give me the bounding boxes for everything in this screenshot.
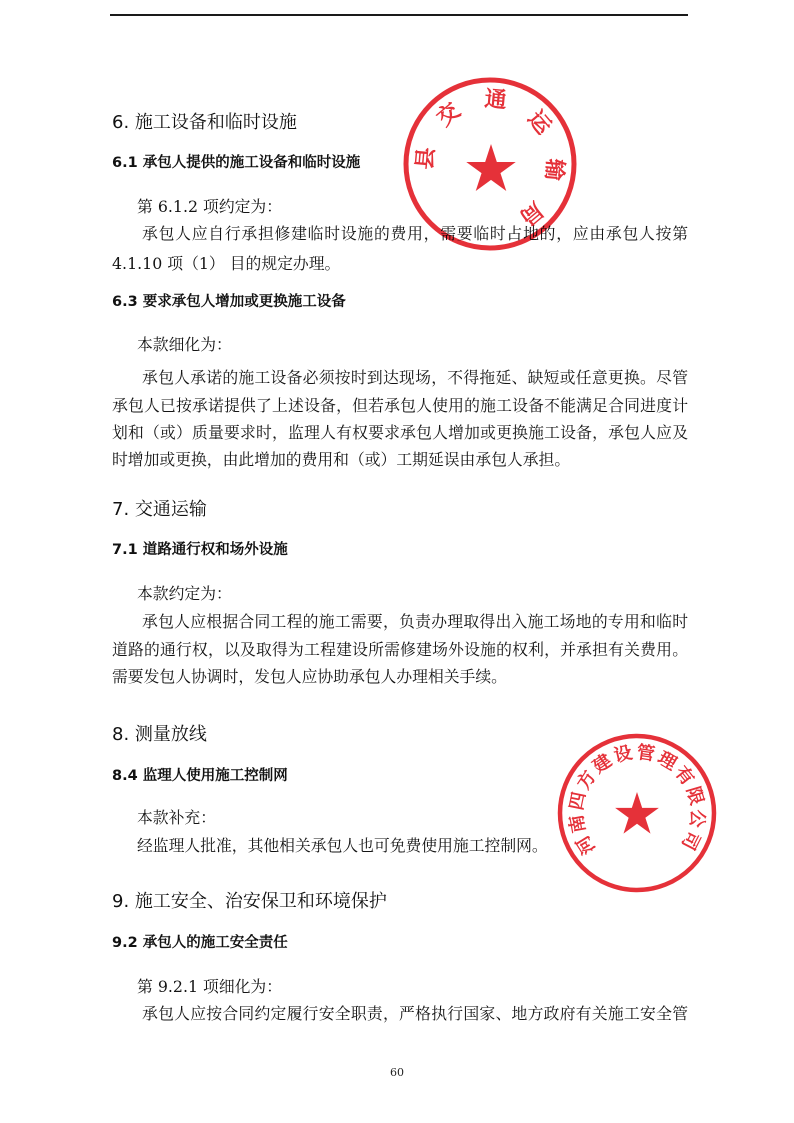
- section-heading: 9. 施工安全、治安保卫和环境保护: [112, 891, 387, 912]
- seal-character: 交: [432, 98, 466, 132]
- seal-character: 理: [654, 747, 681, 775]
- paragraph-line: 承包人已按承诺提供了上述设备，但若承包人使用的施工设备不能满足合同进度计: [112, 396, 688, 415]
- clause-intro: 本款细化为：: [137, 335, 232, 354]
- clause-title: 8.4 监理人使用施工控制网: [112, 768, 288, 784]
- page-number: 60: [390, 1066, 404, 1079]
- paragraph-line: 4.1.10 项（1） 目的规定办理。: [112, 254, 341, 273]
- star-icon: [615, 792, 659, 834]
- clause-title: 6.1 承包人提供的施工设备和临时设施: [112, 155, 361, 171]
- clause-title: 7.1 道路通行权和场外设施: [112, 542, 288, 558]
- seal-character: 公: [685, 808, 709, 829]
- paragraph-line: 承包人应按合同约定履行安全职责，严格执行国家、地方政府有关施工安全管: [142, 1004, 688, 1023]
- seal-transport-bureau: [398, 72, 582, 256]
- seal-character: 管: [635, 741, 657, 766]
- star-icon: [466, 144, 515, 191]
- seal-character: 局: [514, 196, 548, 230]
- clause-intro: 第 9.2.1 项细化为：: [137, 977, 283, 996]
- header-rule: [110, 14, 688, 16]
- seal-character: 通: [483, 86, 508, 114]
- clause-intro: 第 6.1.2 项约定为：: [137, 197, 283, 216]
- clause-title: 6.3 要求承包人增加或更换施工设备: [112, 294, 346, 310]
- seal-character: 限: [681, 784, 708, 808]
- paragraph-line: 承包人承诺的施工设备必须按时到达现场，不得拖延、缺短或任意更换。尽管: [142, 368, 688, 387]
- seal-company: [547, 723, 727, 903]
- seal-character: 方: [573, 766, 601, 794]
- seal-character: 县: [412, 146, 440, 171]
- paragraph-line: 划和（或）质量要求时，监理人有权要求承包人增加或更换施工设备，承包人应及: [112, 423, 688, 442]
- clause-intro: 本款补充：: [137, 808, 216, 827]
- clause-title: 9.2 承包人的施工安全责任: [112, 935, 288, 951]
- seal-character: 建: [589, 750, 616, 778]
- seal-character: 有: [670, 762, 698, 790]
- section-heading: 7. 交通运输: [112, 499, 207, 520]
- section-heading: 8. 测量放线: [112, 724, 207, 745]
- clause-intro: 本款约定为：: [137, 584, 232, 603]
- paragraph-line: 承包人应自行承担修建临时设施的费用，需要临时占地的，应由承包人按第: [142, 224, 688, 243]
- seal-character: 司: [677, 827, 704, 854]
- seal-character: 四: [566, 790, 591, 812]
- seal-character: 输: [540, 157, 568, 182]
- seal-character: 运: [522, 106, 556, 140]
- paragraph-line: 需要发包人协调时，发包人应协助承包人办理相关手续。: [112, 667, 507, 686]
- seal-character: 河: [572, 831, 600, 858]
- paragraph-line: 承包人应根据合同工程的施工需要，负责办理取得出入施工场地的专用和临时: [142, 612, 688, 631]
- seal-character: 南: [566, 812, 590, 835]
- paragraph-line: 道路的通行权，以及取得为工程建设所需修建场外设施的权利，并承担有关费用。: [112, 640, 688, 659]
- paragraph-line: 时增加或更换，由此增加的费用和（或）工期延误由承包人承担。: [112, 450, 571, 469]
- paragraph-line: 经监理人批准，其他相关承包人也可免费使用施工控制网。: [137, 836, 548, 855]
- seal-character: 设: [611, 742, 635, 767]
- section-heading: 6. 施工设备和临时设施: [112, 112, 297, 133]
